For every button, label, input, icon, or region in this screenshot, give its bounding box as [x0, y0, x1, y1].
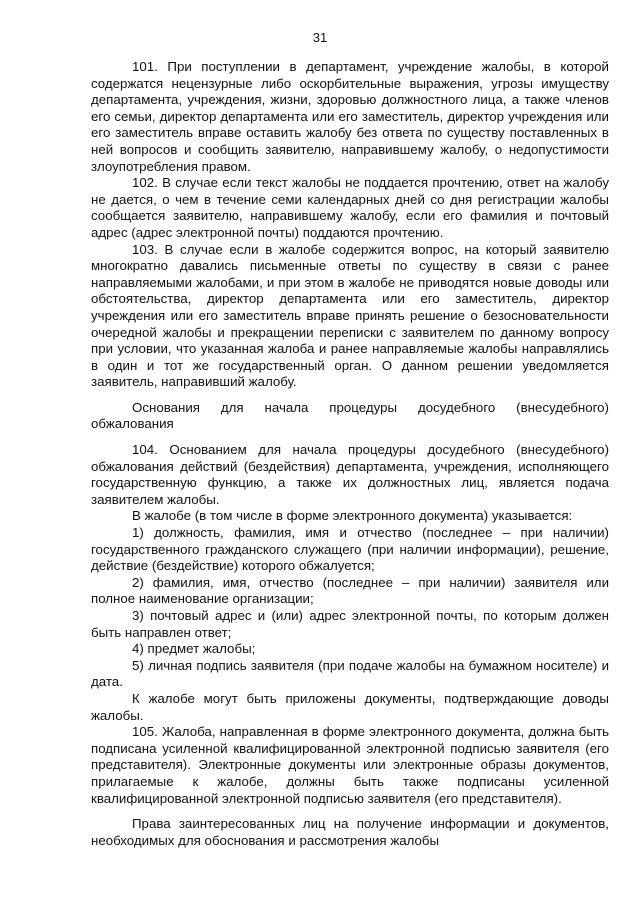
list-item-2: 2) фамилия, имя, отчество (последнее – при наличии) заявителя или полное наименование организации; [91, 574, 609, 607]
page-number: 31 [312, 30, 328, 45]
paragraph-103: 103. В случае если в жалобе содержится вопрос, на который заявителю многократно давались письменные ответы по существу в связи с ранее направляемыми жалобами, и при этом в жалобе не приводятся новые доводы или обстоятельства, директор департамента или его заместитель, директор учреждения или его заместитель вправе принять решение о безосновательности очередной жалобы и прекращении переписки с заявителем по данному вопросу при условии, что указанная жалоба и ранее направляемые жалобы направлялись в один и тот же государственный орган. О данном решении уведомляется заявитель, направивший жалобу. [91, 241, 609, 390]
paragraph-101: 101. При поступлении в департамент, учреждение жалобы, в которой содержатся нецензурные либо оскорбительные выражения, угрозы имуществу департамента, учреждения, жизни, здоровью должностного лица, а также членов его семьи, директор департамента или его заместитель, директор учреждения или его заместитель вправе оставить жалобу без ответа по существу поставленных в ней вопросов и сообщить заявителю, направившему жалобу, о недопустимости злоупотребления правом. [91, 59, 609, 174]
paragraph-complaint-contents: В жалобе (в том числе в форме электронного документа) указывается: [132, 508, 573, 524]
paragraph-102: 102. В случае если текст жалобы не поддается прочтению, ответ на жалобу не дается, о чем в течение семи календарных дней со дня регистрации жалобы сообщается заявителю, направившему жалобу, если его фамилия и почтовый адрес (адрес электронной почты) поддаются прочтению. [91, 175, 609, 240]
paragraph-attachments: К жалобе могут быть приложены документы, подтверждающие доводы жалобы. [91, 690, 609, 723]
list-item-5: 5) личная подпись заявителя (при подаче жалобы на бумажном носителе) и дата. [91, 657, 609, 690]
section-heading-information-rights: Права заинтересованных лиц на получение информации и документов, необходимых для обоснования и рассмотрения жалобы [91, 816, 609, 848]
section-heading-appeal-grounds: Основания для начала процедуры досудебного (внесудебного) обжалования [91, 399, 609, 432]
paragraph-104: 104. Основанием для начала процедуры досудебного (внесудебного) обжалования действий (бездействия) департамента, учреждения, исполняющего государственную функцию, а также их должностных лиц, является подача заявителем жалобы. [91, 442, 609, 507]
paragraph-105: 105. Жалоба, направленная в форме электронного документа, должна быть подписана усиленной квалифицированной электронной подписью заявителя (его представителя). Электронные документы или электронные образы документов, прилагаемые к жалобе, должны быть также подписаны усиленной квалифицированной электронной подписью заявителя (его представителя). [91, 724, 609, 806]
list-item-4: 4) предмет жалобы; [132, 641, 256, 657]
document-body [91, 59, 609, 849]
list-item-3: 3) почтовый адрес и (или) адрес электронной почты, по которым должен быть направлен ответ; [91, 608, 609, 640]
list-item-1: 1) должность, фамилия, имя и отчество (последнее – при наличии) государственного гражданского служащего (при наличии информации), решение, действие (бездействие) которого обжалуется; [91, 525, 609, 574]
